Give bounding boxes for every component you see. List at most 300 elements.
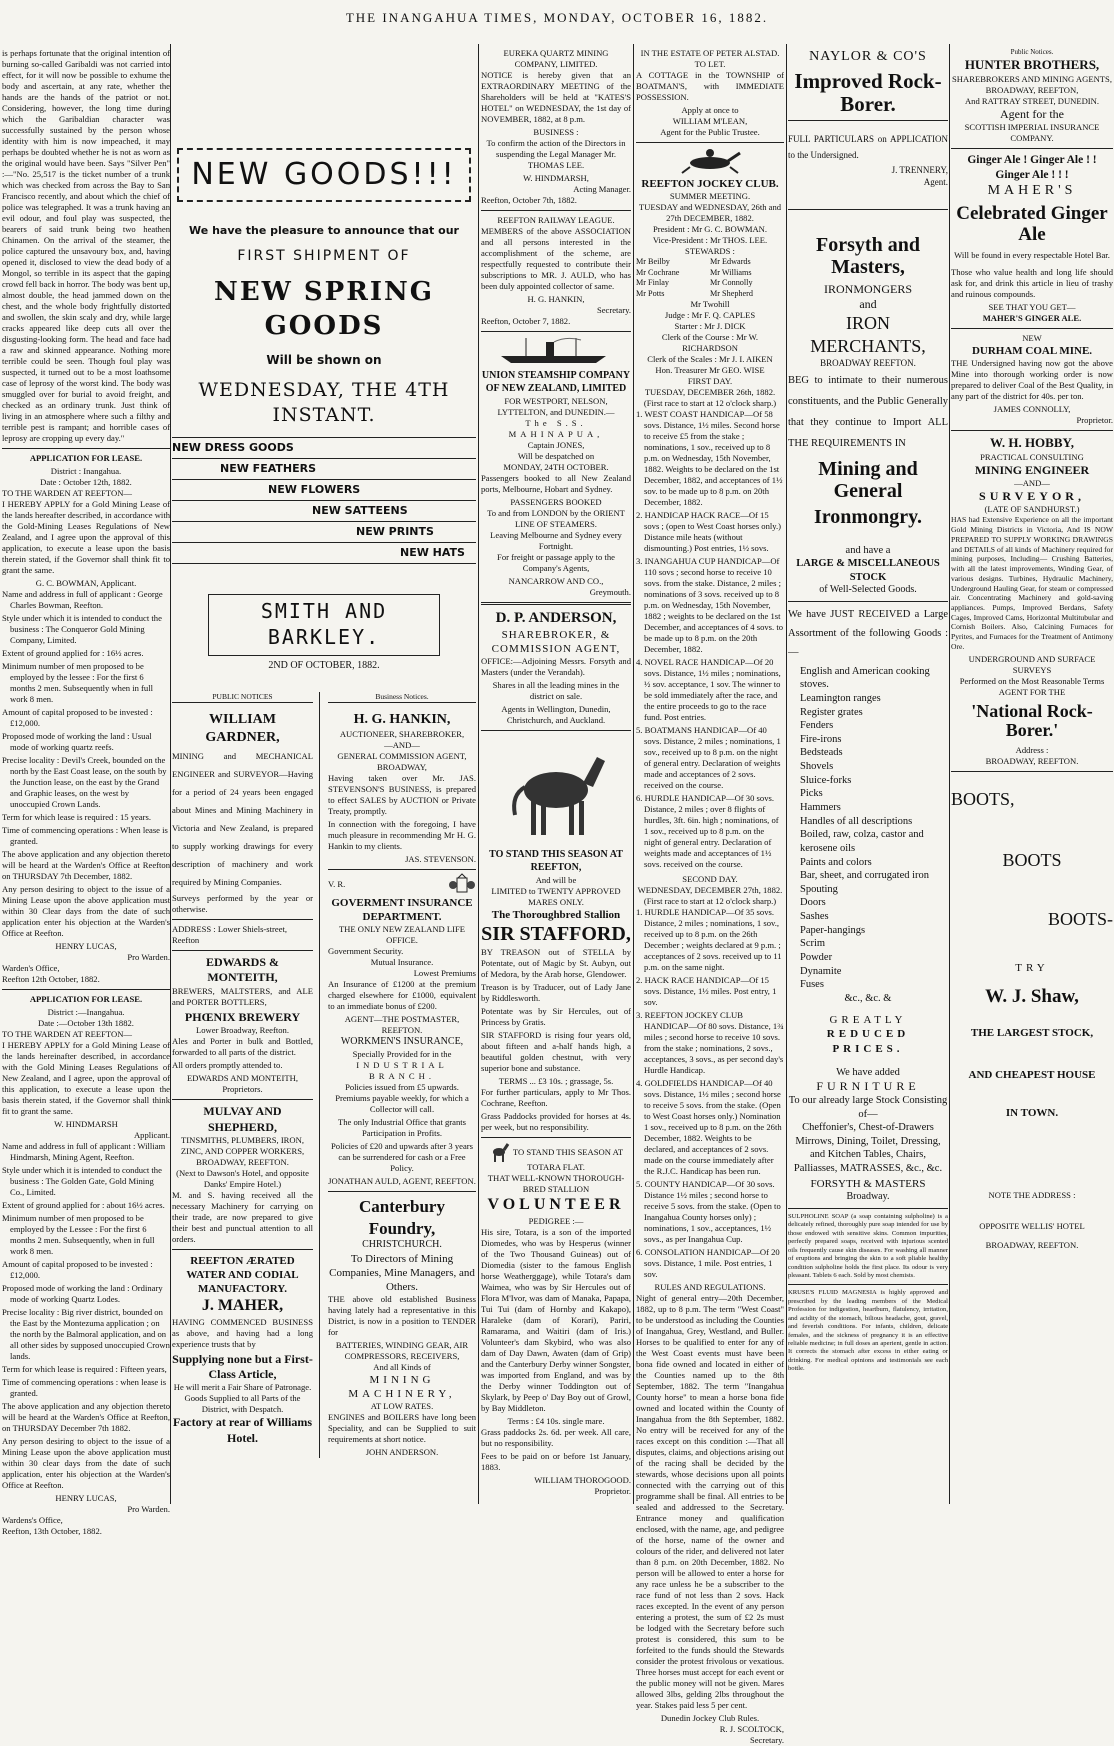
lease1-office-date: Reefton 12th October, 1882. <box>2 974 100 984</box>
iron-merchants: IRON MERCHANTS, <box>810 313 926 357</box>
hankin-name: H. G. HANKIN, <box>353 711 451 727</box>
steward: Mr Cochrane <box>636 267 680 277</box>
rockborer: Improved Rock-Borer. <box>794 68 942 116</box>
list-item: 4. GOLDFIELDS HANDICAP—Of 40 sovs. Distance, 1½ miles ; second horse to receive 5 sovs. from the stake. (Open to West Coast horses only.) Nomination 1 sov., received up to 8 p.m. on the 26th December, 1882. Weights to be declared, and acceptances of 2 sovs. made on the course immediately after the R.J.C. Handicap has been run. <box>636 1078 782 1177</box>
dp-title: SHAREBROKER, & COMMISSION AGENT, <box>491 628 621 655</box>
connolly: JAMES CONNOLLY, <box>993 404 1071 415</box>
hankin-and: —AND— <box>384 739 420 750</box>
mining-machinery: MINING MACHINERY, <box>348 1374 456 1401</box>
and2: —AND— <box>1014 478 1050 489</box>
mining-engineer: MINING ENGINEER <box>974 462 1090 477</box>
railway-date: Reefton, October 7, 1882. <box>481 316 571 326</box>
vr-crest <box>328 874 476 896</box>
sulpholine: SULPHOLINE SOAP (a soap containing sulpholine) is a delicately refined, thoroughly pure soap intended for use by those endowed with sensitive skins. Common impurities, perfectly prepared soaps, received with injurious scented oils frequently cause skin diseases. For washing all manner of eruptions and bringing the skin to a soft pliable healthy condition sulpholine holds the first place. Its odour is very pleasant. Tablets 6 each. Sold by most chemists. <box>788 1212 948 1279</box>
first-shipment: FIRST SHIPMENT OF <box>237 248 411 265</box>
lease2-sig-name: HENRY LUCAS, <box>55 1493 117 1503</box>
lease1-to: TO THE WARDEN AT REEFTON— <box>2 488 133 498</box>
lease2-office-date: Reefton, 13th October, 1882. <box>2 1526 102 1536</box>
union-booked: PASSENGERS BOOKED <box>510 496 602 507</box>
lease2-to: TO THE WARDEN AT REEFTON— <box>2 1029 133 1039</box>
john-anderson: JOHN ANDERSON. <box>365 1447 439 1458</box>
steamship-icon <box>496 336 616 366</box>
list-item: 1. WEST COAST HANDICAP—Of 58 sovs. Distance, 1½ miles. Second horse to receive £5 from the stake ; nominations, 1 sov., received up to 8 p.m. on Wednesday, 15th November, 1882. Weights to be declared on the 1st December, 1882, and acceptances of 1½ sov. to be made up to 8 p.m. on 20th December, 1882. <box>636 409 783 508</box>
underground: UNDERGROUND AND SURFACE SURVEYS <box>968 653 1096 675</box>
lease2-signed: W. HINDMARSH <box>54 1119 118 1129</box>
list-item: Proposed mode of working the land : Usual mode of working quartz reefs. <box>2 731 152 752</box>
small-horse-icon <box>489 1142 509 1162</box>
lease2-office: Wardens's Office, <box>2 1515 63 1525</box>
ginger-ale: Ginger Ale ! Ginger Ale ! ! Ginger Ale ! ! ! <box>967 153 1097 181</box>
divider <box>328 869 476 870</box>
gov-only: THE ONLY NEW ZEALAND LIFE OFFICE. <box>338 924 466 945</box>
mulvay-body: TINSMITHS, PLUMBERS, IRON, ZINC, AND COPPER WORKERS, <box>180 1134 305 1156</box>
national: 'National Rock-Borer.' <box>971 700 1093 741</box>
list-item: Paints and colors <box>800 856 872 868</box>
furniture-list: Cheffonier's, Chest-of-Drawers Mirrows, Dining, Toilet, Dressing, and Kitchen Tables, Chairs, Palliasses, MATRASSES, &c., &c. <box>793 1122 943 1174</box>
see-that: SEE THAT YOU GET— <box>988 302 1076 313</box>
eureka-title: EUREKA QUARTZ MINING COMPANY, LIMITED. <box>503 48 609 69</box>
forsyth-broadway: Broadway. <box>846 1191 890 1203</box>
eureka-confirm: To confirm the action of the Directors in suspending the Legal Manager Mr. THOMAS LEE. <box>486 138 626 170</box>
list-item: 6. HURDLE HANDICAP—Of 30 sovs. Distance, 2 miles ; over 8 flights of hurdles, 3ft. 6in. high ; nominations, of 1 sov., received up to 8 p.m. on the night of general entry. Declaration of weights made and acceptances of 1½ sovs. received on the course. <box>636 793 779 870</box>
divider <box>788 209 948 210</box>
list-item: Name and address in full of applicant : George Charles Bowman, Reefton. <box>2 589 163 610</box>
divider <box>172 1249 313 1250</box>
to-directors: To Directors of Mining Companies, Mine Managers, and Others. <box>329 1253 475 1294</box>
phoenix-address: Lower Broadway, Reefton. <box>196 1025 289 1036</box>
list-item: Shovels <box>800 761 834 773</box>
first-day: FIRST DAY. <box>687 376 733 387</box>
steward: Mr Shepherd <box>710 288 753 298</box>
president: President : Mr G. C. BOWMAN. <box>652 224 768 235</box>
horse-icon <box>501 735 611 845</box>
column-rule <box>949 44 950 1504</box>
try: TRY <box>1015 962 1049 975</box>
mining-general: Mining and General <box>818 457 918 502</box>
well-selected: of Well-Selected Goods. <box>819 584 917 596</box>
railway-text: MEMBERS of the above ASSOCIATION and all persons interested in the accomplishment of the scheme, are respectfully requested to contribute their subscriptions to MR. J. AULD, who has been duly appointed collector of same. <box>481 226 631 291</box>
stand-title: TO STAND THIS SEASON AT REEFTON, <box>489 848 623 873</box>
column-rule <box>478 44 479 1504</box>
list-item: Register grates <box>800 706 863 718</box>
steward: Mr Edwards <box>710 257 751 267</box>
stafford-text2: Treason is by Traducer, out of Lady Jane by Riddlesworth. <box>481 982 631 1004</box>
second-start: (First race to start at 12 o'clock sharp.) <box>643 896 777 907</box>
divider <box>951 328 1113 329</box>
column-2 <box>172 48 476 1503</box>
steward: Mr Williams <box>710 267 752 277</box>
list-item: Amount of capital proposed to be invested : £12,000. <box>2 1259 153 1280</box>
list-item: Minimum number of men proposed to be employed by the Lessee : For the first 6 months 2 men. Subsequently, when in full work 8 men. <box>2 1213 155 1256</box>
and-have: and have a <box>845 544 891 556</box>
gardner-body: MINING and MECHANICAL ENGINEER and SURVEYOR—Having for a period of 24 years been engaged about Mines and Mining Machinery in Victoria and New Zealand, is prepared to supply working drawings for every description of machinery and work required by Mining Companies. <box>172 750 313 888</box>
workmens: WORKMEN'S INSURANCE, <box>340 1036 464 1047</box>
supplying: Supplying none but a First-Class Article, <box>172 1351 313 1381</box>
divider <box>788 601 948 602</box>
column-5 <box>788 48 948 1503</box>
union-for: FOR WESTPORT, NELSON, LYTTELTON, and DUNEDIN.— <box>497 395 615 417</box>
and-all: And all Kinds of <box>373 1362 431 1373</box>
volunteer: VOLUNTEER <box>487 1196 625 1214</box>
totara-row <box>481 1142 631 1162</box>
hankin-gca: GENERAL COMMISSION AGENT, <box>337 750 467 761</box>
business-notices-head: Business Notices. <box>328 692 476 703</box>
gov-mutual: Mutual Insurance. <box>370 957 434 967</box>
aerated-title: REEFTON ÆRATED WATER AND CODIAL MANUFACTORY. <box>186 1254 299 1296</box>
dp-agents: Agents in Wellington, Dunedin, Christchurch, and Auckland. <box>501 703 611 725</box>
list-item: Precise locality : Devil's Creek, bounded on the north by the East Coast lease, on the south by the Junction lease, on the east by the Grand and Graphic leases, on the west by unoccupied Crown Lands. <box>2 755 167 809</box>
trennery: J. TRENNERY, <box>891 165 948 176</box>
list-item: Extent of ground applied for : 16½ acres. <box>2 648 144 658</box>
union-despatched: Will be despatched on <box>517 450 595 461</box>
stand-will: And will be <box>535 874 577 885</box>
will-be-shown: Will be shown on <box>266 352 382 367</box>
divider <box>788 1208 948 1209</box>
dp-shares: Shares in all the leading mines in the district on sale. <box>492 679 620 701</box>
durham: DURHAM COAL MINE. <box>971 345 1093 358</box>
column-rule <box>633 44 634 1504</box>
list-item: English and American cooking stoves. <box>800 665 930 691</box>
full-particulars: FULL PARTICULARS on APPLICATION to the Undersigned. <box>788 134 948 161</box>
smith-barkley: SMITH AND BARKLEY. <box>208 594 440 655</box>
divider <box>481 331 631 332</box>
lease2-title: APPLICATION FOR LEASE. <box>29 994 143 1004</box>
list-item: 2. HACK RACE HANDICAP—Of 15 sovs. Distance, 1½ miles. Post entry, 1 sov. <box>636 975 777 1008</box>
steward: Mr Finlay <box>636 278 669 288</box>
lease1-objection: Any person desiring to object to the issue of a Mining Lease upon the above application must within 30 Clear days from the date of such application enter his objection at the Warden's Office at Reefton. <box>2 884 170 938</box>
greatly: GREATLY <box>829 1014 907 1027</box>
lease1-sig-role: Pro Warden. <box>127 952 170 962</box>
list-item: Sluice-forks <box>800 774 852 786</box>
edwards-ales: Ales and Porter in bulk and Bottled, forwarded to all parts of the district. <box>172 1036 313 1058</box>
hobby: W. H. HOBBY, <box>990 435 1074 451</box>
shaw: W. J. Shaw, <box>985 986 1079 1008</box>
list-item: Minimum number of men proposed to be employed by the lessee : For the first 6 months 2 men. Subsequently when in full work 8 men. <box>2 661 153 704</box>
list-item: Dynamite <box>800 965 842 977</box>
steward: Mr Potts <box>636 288 665 298</box>
pedigree: PEDIGREE :— <box>528 1215 584 1226</box>
divider <box>2 989 170 990</box>
agent-for2: AGENT FOR THE <box>998 686 1066 697</box>
volunteer-terms: Terms : £4 10s. single mare. <box>507 1415 605 1426</box>
totara-head: TO STAND THIS SEASON AT <box>512 1146 624 1157</box>
divider <box>172 919 313 920</box>
divider <box>788 1284 948 1285</box>
column-1 <box>2 48 170 1536</box>
leprosy-story: is perhaps fortunate that the original intention of burning so-called Garibaldi was not carried into effect, for it will now be possible to exhume the body and ascertain, at any rate, whether the hands are the hands of the patriot or not. Considering, however, the long time during which the Garibaldian character was successfully sustained by the person whose identity with him is now impeached, it may perhaps be doubted whether he is not as worn as the original would have been. Says "Silver Pen" :—"No. 25,517 is the ticket number of a trunk which was checked from across the Bay to San Francisco recently, and about which the chief of police was telegraphed. It was a trunk having an evil odour, and foul play was suspected, the bearers of said trunk being two heathen Chinamen. On the arrival of the steamer, the police captured the unsavoury box, and, having opened it, disclosed to view the dead body of a Mongol, so terrible in its aspect that the gaping crowd fell back in horror. The body was bent up, almost double, the head jammed down on the chest, and the whole body frightfully distorted and swollen, the skin scaly and dry, while large cracks appeared like deep cuts all over the disgusting-looking form. The head and face had a raw and skinned appearance. Nothing more terrible could be seen. Though foul play was suspected, it turned out to be a most loathsome case of leprosy of the worst kind. The body was smuggled over for burial to avoid freight, and checked as an ordinary trunk. Just think of living in an atmosphere where such a filthy and terrible pest is rampant; and horrible cases of leprosy are cropping up every day." <box>2 48 170 443</box>
lease1-body: I HEREBY APPLY for a Gold Mining Lease of the lands hereafter described, in accordance with the Gold-Mining Leases Regulations of New Zealand, and I agree upon the approval of this application, to execute a lease upon the basis therein stated, if the Governor shall think fit to grant the same. <box>2 499 170 575</box>
list-item: Extent of ground applied for : about 16½ acres. <box>2 1200 165 1210</box>
railway-sig: H. G. HANKIN, <box>527 294 585 304</box>
boots2: BOOTS <box>1002 850 1062 871</box>
gardner-body2: Surveys performed by the year or otherwise. <box>172 893 313 915</box>
list-item: 5. COUNTY HANDICAP—Of 30 sovs. Distance 1½ miles ; second horse to receive 5 sovs. from the stake. (Open to Inangahua County horses only) ; nominations, 1 sov., acceptances, 1½ sovs., as per Inangahua Cup. <box>636 1179 781 1245</box>
hankin-addr: BROADWAY, <box>377 761 427 772</box>
hankin-text: Having taken over Mr. JAS. STEVENSON'S BUSINESS, is prepared to effect SALES by AUCTION or Private Treaty, promptly. <box>328 772 476 816</box>
list-item: Bedsteads <box>800 747 843 759</box>
hankin-body: AUCTIONEER, SHAREBROKER, <box>339 728 465 739</box>
goods-item: NEW DRESS GOODS <box>172 437 476 458</box>
dp-anderson: D. P. ANDERSON, <box>495 609 617 626</box>
list-item: 3. INANGAHUA CUP HANDICAP—Of 110 sovs ; second horse to receive 10 sovs. from the stake. Distance, 2 miles ; nominations of 3 sovs. received up to 8 p.m. on Wednesday, 15th November, 1882 ; weights to be declared on the 1st December, and acceptances of 4 sovs. to be made up to 8 p.m. on the 20th December, 1882. <box>636 556 784 655</box>
proprietor: Proprietor. <box>1076 415 1113 426</box>
trennery-agent: Agent. <box>923 176 948 187</box>
clerk-course: Clerk of the Course : Mr W. RICHARDSON <box>661 332 759 354</box>
list-item: Handles of all descriptions <box>800 815 913 827</box>
new-goods-banner: NEW GOODS!!! <box>177 148 471 202</box>
rattray: And RATTRAY STREET, DUNEDIN. <box>964 95 1100 106</box>
stafford-text: BY TREASON out of STELLA by Potentate, out of Magic by St. Aubyn, out of Medora, by the Arab horse, Glendower. <box>481 947 631 980</box>
christchurch: CHRISTCHURCH. <box>362 1239 442 1251</box>
hobby-text: HAS had Extensive Experience on all the important Gold Mining Districts in Victoria, And IS NOW PREPARED TO SUPPLY WORKING DRAWINGS and DETAILS of all kinds of Machinery required for mining purposes, Including— Crushing Batteries, with all the latest improvements, Winding Gear, of various designs. Turbines, Hydraulic Machinery, Underground Hauling Gear, for steam or compressed air. Concentrating Machinery and gold-saving appliances. Pumps, Improved Berdans, Safety Cages, Improved Cams, Horizontal Multitubular and Cornish Boilers. Also, Calcining Furnaces for Pyrites, and Furnaces for the Treatment of Antimony Ore. <box>951 515 1113 651</box>
list-item: Picks <box>800 788 823 800</box>
edwards-title: EDWARDS & MONTEITH, <box>205 955 279 985</box>
naylor: NAYLOR & CO'S <box>809 49 927 64</box>
reduced-prices: REDUCED PRICES. <box>826 1028 910 1055</box>
and: and <box>859 296 877 311</box>
rules-title: RULES AND REGULATIONS. <box>654 1282 766 1293</box>
those: Those who value health and long life should ask for, and drink this article in lieu of trashy and ruinous compounds. <box>951 267 1113 300</box>
mulvay-addr: BROADWAY, REEFTON. <box>196 1156 289 1167</box>
eureka-text: NOTICE is hereby given that an EXTRAORDINARY MEETING of the Shareholders will be held at "KATES'S HOTEL" on WEDNESDAY, the 1st day of NOVEMBER, 1882, at 8 p.m. <box>481 70 631 124</box>
workmens-sub: Specially Provided for in the <box>352 1048 452 1059</box>
thoroughbred: The Thoroughbred Stallion <box>491 908 621 921</box>
divider <box>481 1137 631 1138</box>
gov-text: An Insurance of £1200 at the premium charged elsewhere for £1000, equivalent to an immediate bonus of £200. <box>328 979 476 1011</box>
cottage: A COTTAGE in the TOWNSHIP of BOATMAN'S, with IMMEDIATE POSSESSION. <box>636 70 784 102</box>
list-item: 2. HANDICAP HACK RACE—Of 15 sovs ; (open to West Coast horses only.) Distance mile heats (without dismounting.) Post entries, 1½ sovs. <box>636 510 782 554</box>
stevenson: JAS. STEVENSON. <box>405 853 476 864</box>
union-passengers: Passengers booked to all New Zealand ports, Melbourne, Hobart and Sydney. <box>481 472 631 494</box>
first-date: TUESDAY, DECEMBER 26th, 1882. <box>644 387 776 398</box>
auld: JONATHAN AULD, AGENT, REEFTON. <box>328 1175 476 1186</box>
lease2-signed-role: Applicant. <box>133 1130 170 1140</box>
large-stock: LARGE & MISCELLANEOUS STOCK <box>796 558 940 583</box>
eureka-role: Acting Manager. <box>573 184 631 194</box>
list-item: 5. BOATMANS HANDICAP—Of 40 sovs. Distance, 2 miles ; nominations, 1 sov., received up to 8 p.m. on the night of general entry. Declaration of weights made and acceptances of 2 sovs. received on the course. <box>636 725 781 791</box>
stewards-label: STEWARDS : <box>685 246 735 257</box>
divider <box>481 730 631 731</box>
dp-office: OFFICE:—Adjoining Messrs. Forsyth and Masters (under the Verandah). <box>481 655 631 677</box>
apply: Apply at once to <box>681 105 739 115</box>
union-captain: Captain JONES, <box>527 439 585 450</box>
list-item: Term for which lease is required : Fifteen years, <box>2 1364 167 1374</box>
first-start: (First race to start at 12 o'clock sharp.) <box>643 398 777 409</box>
forsyth-title: Forsyth and Masters, <box>816 233 920 278</box>
column-rule <box>786 44 787 1504</box>
royal-crest-icon <box>448 874 476 896</box>
railway-title: REEFTON RAILWAY LEAGUE. <box>497 215 615 225</box>
divider <box>951 430 1113 431</box>
wednesday-date: WEDNESDAY, THE 4TH INSTANT. <box>198 379 450 426</box>
list-item: Precise locality : Big river district, bounded on the East by the Montezuma application ; on the north by the Balmoral application, and on all other sides by supposed unoccupied Crown lands. <box>2 1307 170 1361</box>
batteries: BATTERIES, WINDING GEAR, AIR COMPRESSORS, RECEIVERS, <box>335 1340 469 1362</box>
phoenix-brewery: PHŒNIX BREWERY <box>184 1009 301 1024</box>
ironmongers: IRONMONGERS <box>823 281 912 296</box>
judge: Judge : Mr F. Q. CAPLES <box>664 310 756 321</box>
we-added: We have added <box>836 1066 900 1078</box>
list-item: Spouting <box>800 883 838 895</box>
list-item: 3. REEFTON JOCKEY CLUB HANDICAP—Of 80 sovs. Distance, 1¾ miles ; second horse to receive 10 sovs. from the stake ; nominations, 2 sovs., acceptances, 3 sovs., as per second day's Hurdle Handicap. <box>636 1010 784 1076</box>
steward-last: Mr Twohill <box>690 299 730 310</box>
stafford-grass: Grass Paddocks provided for horses at 4s. per week, but no responsibility. <box>481 1111 631 1133</box>
lease1-items <box>2 589 170 847</box>
notices-grid <box>172 692 476 1458</box>
mulvay-title: MULVAY AND SHEPHERD, <box>203 1104 282 1134</box>
durham-text: THE Undersigned having now got the above Mine into thorough working order is now prepared to deliver Coal of the Best Quality, in any part of the district for 40s. per ton. <box>951 358 1113 402</box>
boots3: BOOTS- <box>1047 909 1113 930</box>
note: NOTE THE ADDRESS : <box>988 1189 1076 1200</box>
public-notices-head: PUBLIC NOTICES <box>172 692 313 703</box>
stafford-apply: For further particulars, apply to Mr Thos. Cochrane, Reefton. <box>481 1087 631 1109</box>
race-dates: TUESDAY and WEDNESDAY, 26th and 27th DECEMBER, 1882. <box>638 202 782 224</box>
second-date: WEDNESDAY, DECEMBER 27th, 1882. <box>637 885 783 896</box>
beg-text: BEG to intimate to their numerous constituents, and the Public Generally that they continue to Import ALL THE REQUIREMENTS IN <box>788 374 948 449</box>
union-freight: For freight or passage apply to the Company's Agents, <box>497 551 615 573</box>
low-rates: AT LOW RATES. <box>370 1401 434 1412</box>
volunteer-grass: Grass paddocks 2s. 6d. per week. All care, but no responsibility. <box>481 1426 631 1448</box>
to-let: TO LET. <box>694 59 726 69</box>
divider <box>328 1191 476 1192</box>
stand-limited: LIMITED to TWENTY APPROVED MARES ONLY. <box>491 885 621 907</box>
list-item: Doors <box>800 897 826 909</box>
agent-for: Agent for the <box>1000 106 1064 121</box>
public-notices: Public Notices. <box>1010 48 1054 56</box>
hardware-list <box>788 665 948 992</box>
celebrated: Celebrated Ginger Ale <box>956 203 1108 246</box>
etc: &c., &c. & <box>844 992 892 1004</box>
list-item: Fuses <box>800 979 824 991</box>
list-item: Boiled, raw, colza, castor and kerosene oils <box>800 829 924 854</box>
treasurer: Hon. Treasurer Mr GEO. WISE <box>655 365 765 376</box>
vice-president: Vice-President : Mr THOS. LEE. <box>652 235 768 246</box>
list-item: Scrim <box>800 938 826 950</box>
lease1-district: District : Inangahua. <box>50 466 122 476</box>
volunteer-fees: Fees to be paid on or before 1st January, 1883. <box>481 1450 631 1472</box>
rules-sig: R. J. SCOLTOCK, <box>719 1724 784 1735</box>
practical: PRACTICAL CONSULTING <box>980 451 1084 462</box>
volunteer-prop: Proprietor. <box>594 1485 631 1496</box>
list-item: Sashes <box>800 911 829 923</box>
engines: ENGINES and BOILERS have long been Speciality, and can be Supplied to suit requirements at short notice. <box>328 1412 476 1445</box>
divider <box>481 210 631 211</box>
broadway: BROADWAY REEFTON. <box>820 358 916 369</box>
divider <box>636 142 784 143</box>
new: NEW <box>1022 333 1042 344</box>
goods-list <box>172 437 476 564</box>
list-item: Time of commencing operations : when lease is granted. <box>2 1377 167 1398</box>
notices-right <box>328 692 476 1458</box>
cheapest: AND CHEAPEST HOUSE <box>968 1068 1096 1081</box>
fair-share: He will merit a Fair Share of Patronage. <box>173 1382 312 1393</box>
rules-text: Night of general entry—20th December, 1882, up to 8 p.m. The term "West Coast" to be understood as including the Counties of Inangahua, Grey, Westland, and Buller. Horses to be qualified to enter for any of the West Coast events must have been bona fide owned and located in either of the Counties named up to the 8th September, 1882. The term "Inangahua County horse" to mean a horse bona fide owned and located within the County of Inangahua from the 8th September, 1882. No entry will be received for any of the races except on this condition :—That all disputes, claims, and objections arising out of the racing shall be decided by the stewards, whose decisions upon all points connected with the carrying out of this programme shall be final. All entries to be sealed and addressed to the Secretary. Entrance money and qualification enclosed, with the name, age, and pedigree of the horse, name of the owner and colours of the rider, and delivered not later than 8 p.m. on 20th December, 1882. No person will be allowed to enter a horse for any race unless he be a subscriber to the race fund of not less than 2 sovs. Hack races excepted. In the event of any person entering a protest, the sum of £2 2s must be lodged with the Secretary before such protest is considered, this sum to be forfeited to the funds should the Stewards consider the protest frivolous or vexatious. Three horses must accept for each event or the public money will not be given. Mares allowed 3lbs, gelding 2lbs throughout the year. Stakes paid less 5 per cent. <box>636 1293 784 1711</box>
list-item: 1. HURDLE HANDICAP—Of 35 sovs. Distance, 2 miles ; nominations, 1 sov., received up to 8 p.m. on the 26th December ; weights declared at 9 p.m. ; acceptances of 2 sovs. received up to 11 p.m. on the same night. <box>636 907 782 973</box>
performed: Performed on the Most Reasonable Terms <box>959 675 1105 686</box>
goods-supplied: Goods Supplied to all Parts of the District, with Despatch. <box>184 1393 301 1415</box>
opposite: OPPOSITE WELLIS' HOTEL <box>979 1220 1085 1231</box>
received: We have JUST RECEIVED a Large Assortment of the following Goods :— <box>788 608 948 658</box>
union-agents: NANCARROW AND CO., <box>508 575 604 586</box>
edwards-sig: EDWARDS AND MONTEITH, <box>187 1073 298 1084</box>
eureka-sig: W. HINDMARSH, <box>523 173 589 183</box>
lease2-hearing: The above application and any objection thereto will be heard at the Warden's Office at Reefton, on THURSDAY December 7th 1882. <box>2 1401 170 1433</box>
hunter-broadway: BROADWAY, REEFTON, <box>985 84 1079 95</box>
goods-item: NEW FLOWERS <box>172 479 476 500</box>
lease1-hearing: The above application and any objection thereto will be heard at the Warden's Office at Reefton on THURSDAY 7th December, 1882. <box>2 849 170 881</box>
second-day-races <box>636 907 784 1280</box>
summer-meeting: SUMMER MEETING. <box>669 191 751 202</box>
jockey-title: REEFTON JOCKEY CLUB. <box>641 178 779 190</box>
boots1: BOOTS, <box>951 789 1015 810</box>
union-date: MONDAY, 24TH OCTOBER. <box>503 461 609 472</box>
volunteer-sig: WILLIAM THOROGOOD. <box>534 1474 631 1485</box>
goods-item: NEW PRINTS <box>172 521 476 542</box>
column-3 <box>481 48 631 1503</box>
surveyor: SURVEYOR, <box>979 489 1085 504</box>
factory: Factory at rear of Williams Hotel. <box>172 1415 313 1445</box>
union-london: To and from LONDON by the ORIENT LINE OF STEAMERS. <box>487 507 625 529</box>
list-item: Proposed mode of working the land : Ordinary mode of working Quartz Lodes. <box>2 1283 163 1304</box>
policies2: Policies of £20 and upwards after 3 years can be surrendered for cash or a Free Policy. <box>331 1140 473 1173</box>
sharebrokers: SHAREBROKERS AND MINING AGENTS, <box>952 73 1112 84</box>
scottish: SCOTTISH IMPERIAL INSURANCE COMPANY. <box>964 121 1100 143</box>
furniture: FURNITURE <box>816 1079 920 1094</box>
lease1-sig-name: HENRY LUCAS, <box>55 941 117 951</box>
rules-role: Secretary. <box>749 1735 784 1746</box>
stafford-text4: SIR STAFFORD is rising four years old, about fifteen and a-half hands high, a beautiful golden chestnut, with very superior bone and substance. <box>481 1030 631 1074</box>
smith-date: 2ND OF OCTOBER, 1882. <box>268 659 380 671</box>
lease1-signed: G. C. BOWMAN, Applicant. <box>35 578 137 588</box>
edwards-orders: All orders promptly attended to. <box>172 1060 283 1071</box>
goods-item: NEW SATTEENS <box>172 500 476 521</box>
cant-text: THE above old established Business having lately had a representative in this District, is now in a position to TENDER for <box>328 1294 476 1338</box>
divider <box>2 448 170 449</box>
totara-flat: TOTARA FLAT. <box>527 1162 585 1173</box>
divider <box>951 771 1113 772</box>
found: Will be found in every respectable Hotel Bar. <box>954 250 1110 261</box>
industrial: INDUSTRIAL BRANCH. <box>356 1059 448 1081</box>
mclean: WILLIAM M'LEAN, <box>672 116 748 126</box>
policies: Policies issued from £5 upwards. Premiums payable weekly, for which a Collector will call. <box>335 1081 469 1114</box>
broadway2: BROADWAY, REEFTON. <box>985 1239 1079 1250</box>
mahers: MAHER'S <box>987 183 1077 199</box>
gardner-name: WILLIAM GARDNER, <box>205 711 280 745</box>
lease2-district: District :—Inangahua. <box>47 1007 125 1017</box>
list-item: Paper-hangings <box>800 924 866 936</box>
lease1-office: Warden's Office, <box>2 963 60 973</box>
goods-item: NEW HATS <box>172 542 476 564</box>
jockey-icon <box>670 147 750 173</box>
gardner-address: ADDRESS : Lower Shiels-street, Reefton <box>172 924 288 946</box>
kruse: KRUSE'S FLUID MAGNESIA is highly approved and prescribed by the leading members of the Medical Profession for indigestion, heartburn, flatulency, irritation, and acidity of the stomach, bilious headache, gout, gravel, and feverish conditions. For infants, children, delicate females, and the sickness of pregnancy it is an effective reliable medicine; in full doses an aperient, gentle in action. It corrects the stomach after excess in either eating or drinking. For medical opinions and testimonials see each bottle. <box>788 1289 948 1373</box>
column-rule <box>170 44 171 1504</box>
divider <box>172 1099 313 1100</box>
spring-goods-title: NEW SPRING GOODS <box>214 277 434 341</box>
masthead: THE INANGAHUA TIMES, MONDAY, OCTOBER 16, 1882. <box>345 10 769 25</box>
list-item: Style under which it is intended to conduct the business : The Golden Gate, Gold Mining Co., Limited. <box>2 1165 162 1197</box>
first-day-races <box>636 409 784 870</box>
lease1-date: Date : October 12th, 1882. <box>40 477 132 487</box>
divider <box>951 148 1113 149</box>
rules-sig-pre: Dunedin Jockey Club Rules. <box>660 1713 760 1724</box>
goods-item: NEW FEATHERS <box>172 458 476 479</box>
volunteer-text: His sire, Totara, is a son of the imported Diomedes, who was by Hesperus (winner of the Two Thousand Guineas) out of Diomedia (sister to the famous English horse Weatherggage), while Totara's dam Waimea, who was by Sir Hercules out of Flora M'Ivor, was dam of Manaka, Papapa, Tui Tui (dam of Hornby and Kakapo), Haraleke (dam of Korari), Pariri, Ramarama, and Waitiri (dam of Iris.) Volunteer's dam Skybird, who was also dam of Day Dawn, Awaten (dam of Grip) and the Canterbury Derby winner Songster, was imported from England, and was by the Derby winner Toddington out of Skylark, by Peep o' Day Boy out of Growl, by Bay Middleton. <box>481 1226 631 1413</box>
only-industrial: The only Industrial Office that grants Participation in Profits. <box>338 1116 466 1138</box>
in-town: IN TOWN. <box>1005 1106 1059 1119</box>
stafford-terms: TERMS ... £3 10s. ; grassage, 5s. <box>498 1076 614 1087</box>
clerk-scales: Clerk of the Scales : Mr J. I. AIKEN <box>647 354 773 365</box>
ironmongry: Ironmongry. <box>814 505 922 528</box>
